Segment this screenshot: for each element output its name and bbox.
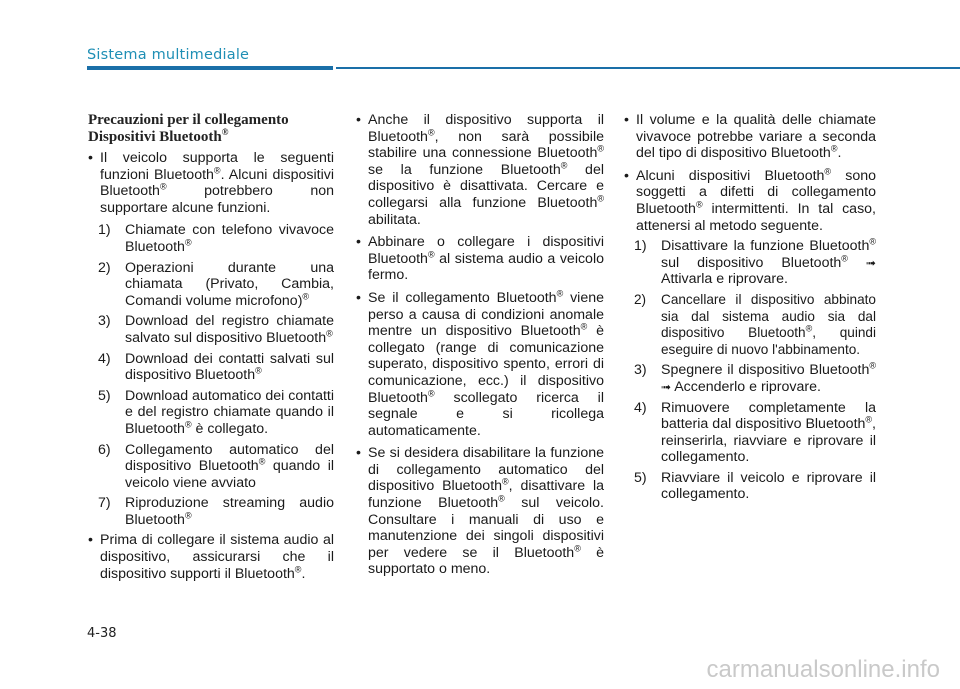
list-item: 2) Cancellare il dispositivo abbinato sia dal sistema audio sia dal dispositivo Bluetooth®, quindi eseguire di nuovo l'abbinamento. [634,291,876,357]
page-number: 4-38 [87,626,117,641]
arrow-icon: ➟ [661,379,672,394]
list-item: 4) Rimuovere completamente la batteria dal dispositivo Bluetooth®, reinserirla, riavviare e riprovare il collegamento. [634,399,876,466]
numbered-list [88,222,334,528]
bullet-disable-auto-connect: • Se si desidera disabilitare la funzione di collegamento automatico del dispositivo Bluetooth®, disattivare la funzione Bluetooth® sul veicolo. Consultare i manuali di uso e manutenzione dei singoli dispositivi per vedere se il Bluetooth® è supportato o meno. [356,445,604,578]
bullet-pair-stopped: • Abbinare o collegare i dispositivi Bluetooth® al sistema audio a veicolo fermo. [356,234,604,284]
list-item: 7) Riproduzione streaming audio Bluetooth® [98,495,334,528]
bullet-call-quality: • Il volume e la qualità delle chiamate vivavoce potrebbe variare a seconda del tipo di dispositivo Bluetooth®. [624,112,876,162]
header-rule-thick [87,66,333,70]
list-item: 3) Spegnere il dispositivo Bluetooth® ➟ Accenderlo e riprovare. [634,360,876,395]
list-item: 5) Riavviare il veicolo e riprovare il collegamento. [634,469,876,503]
watermark: carmanualsonline.info [706,656,940,683]
bullet-intermittent-defects: • Alcuni dispositivi Bluetooth® sono soggetti a difetti di collegamento Bluetooth® intermittenti. In tal caso, attenersi al metodo seguente. [624,166,876,234]
column-1 [88,112,334,588]
list-item: 3) Download del registro chiamate salvato sul dispositivo Bluetooth® [98,313,334,346]
list-item: 6) Collegamento automatico del dispositivo Bluetooth® quando il veicolo viene avviato [98,441,334,491]
list-item: 2) Operazioni durante una chiamata (Privato, Cambia, Comandi volume microfono)® [98,259,334,309]
arrow-icon: ➟ [865,255,876,270]
list-item: 1) Chiamate con telefono vivavoce Bluetooth® [98,222,334,255]
list-item: 4) Download dei contatti salvati sul dispositivo Bluetooth® [98,350,334,384]
bullet-supported-functions: • Il veicolo supporta le seguenti funzioni Bluetooth®. Alcuni dispositivi Bluetooth® potrebbero non supportare alcune funzioni. [88,150,334,216]
bullet-device-bluetooth-off: • Anche il dispositivo supporta il Bluetooth®, non sarà possibile stabilire una connessione Bluetooth® se la funzione Bluetooth® del dispositivo è disattivata. Cercare e collegarsi alla funzione Bluetooth® abilitata. [356,112,604,228]
header-rule-thin [336,67,960,69]
section-heading: Precauzioni per il collegamento Dispositivi Bluetooth® [88,112,289,145]
bullet-connection-lost: • Se il collegamento Bluetooth® viene perso a causa di condizioni anomale mentre un dispositivo Bluetooth® è collegato (range di comunicazione superato, dispositivo spento, errori di comunicazione, ecc.) il dispositivo Bluetooth® scollegato ricerca il segnale e si ricollega automaticamente. [356,288,604,439]
list-item: 1) Disattivare la funzione Bluetooth® sul dispositivo Bluetooth® ➟ Attivarla e riprovare. [634,236,876,288]
column-3 [624,112,876,507]
column-2 [356,112,604,584]
list-item: 5) Download automatico dei contatti e del registro chiamate quando il Bluetooth® è collegato. [98,387,334,437]
section-title: Sistema multimediale [87,47,250,63]
bullet-before-connect: • Prima di collegare il sistema audio al dispositivo, assicurarsi che il dispositivo supporti il Bluetooth®. [88,532,334,582]
